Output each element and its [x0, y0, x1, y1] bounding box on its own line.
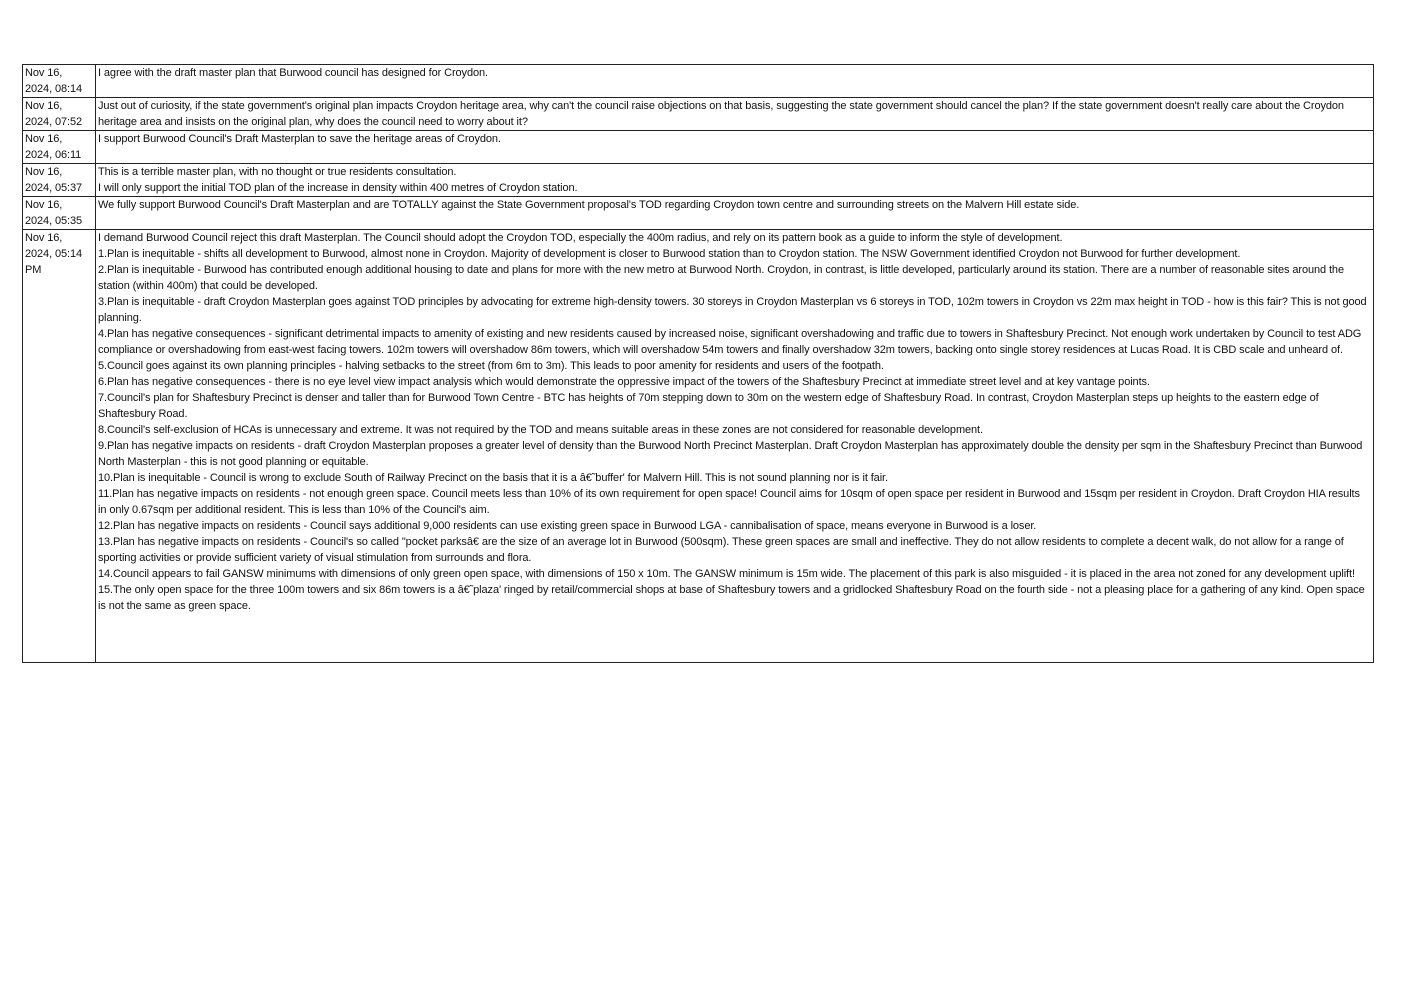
date-cell	[23, 197, 96, 230]
comments-table	[22, 64, 1374, 663]
date-cell	[23, 98, 96, 131]
comment-text: I support Burwood Council's Draft Masterplan to save the heritage areas of Croydon.	[98, 133, 501, 145]
comment-cell	[96, 131, 1374, 164]
comment-text: Just out of curiosity, if the state government's original plan impacts Croydon heritage area, why can't the council raise objections on that basis, suggesting the state government should cancel the plan? If the state government doesn't really care about the Croydon heritage area and insists on the original plan, why does the council need to worry about it?	[98, 100, 1344, 128]
comment-text: 6.Plan has negative consequences - there is no eye level view impact analysis which would demonstrate the oppressive impact of the towers of the Shaftesbury Precinct at immediate street level and at key vantage points.	[98, 376, 1150, 388]
date-cell	[23, 230, 96, 663]
comment-text: 12.Plan has negative impacts on residents - Council says additional 9,000 residents can use existing green space in Burwood LGA - cannibalisation of space, means everyone in Burwood is a loser.	[98, 520, 1037, 532]
comment-text: This is a terrible master plan, with no thought or true residents consultation.	[98, 166, 457, 178]
comment-text: I will only support the initial TOD plan of the increase in density within 400 metres of Croydon station.	[98, 182, 578, 194]
date-text: Nov 16,	[25, 232, 63, 244]
comment-text: 10.Plan is inequitable - Council is wrong to exclude South of Railway Precinct on the basis that it is a â€˜buffer' for Malvern Hill. This is not sound planning nor is it fair.	[98, 472, 888, 484]
comment-text: 2.Plan is inequitable - Burwood has contributed enough additional housing to date and plans for more with the new metro at Burwood North. Croydon, in contrast, is little developed, particularly around its station. There are a number of reasonable sites around the station (within 400m) that could be developed.	[98, 264, 1344, 292]
date-cell	[23, 131, 96, 164]
comment-cell	[96, 98, 1374, 131]
date-text: Nov 16,	[25, 166, 63, 178]
table-row	[23, 197, 1374, 230]
table-row	[23, 65, 1374, 98]
comment-text: 11.Plan has negative impacts on residents - not enough green space. Council meets less than 10% of its own requirement for open space! Council aims for 10sqm of open space per resident in Burwood and 15sqm per resident in Croydon. Draft Croydon HIA results in only 0.67sqm per additional resident. This is less than 10% of the Council's aim.	[98, 488, 1360, 516]
date-text: 2024, 07:52	[25, 116, 83, 128]
date-cell	[23, 164, 96, 197]
comment-text: 7.Council's plan for Shaftesbury Precinct is denser and taller than for Burwood Town Centre - BTC has heights of 70m stepping down to 30m on the western edge of Shaftesbury Road. In contrast, Croydon Masterplan steps up heights to the eastern edge of Shaftesbury Road.	[98, 392, 1319, 420]
comment-cell	[96, 164, 1374, 197]
date-text: Nov 16,	[25, 100, 63, 112]
comment-text: We fully support Burwood Council's Draft Masterplan and are TOTALLY against the State Government proposal's TOD regarding Croydon town centre and surrounding streets on the Malvern Hill estate side.	[98, 199, 1080, 211]
comment-text: 5.Council goes against its own planning principles - halving setbacks to the street (from 6m to 3m). This leads to poor amenity for residents and users of the footpath.	[98, 360, 884, 372]
date-text: 2024, 05:37	[25, 182, 83, 194]
comment-cell	[96, 65, 1374, 98]
comment-text: 3.Plan is inequitable - draft Croydon Masterplan goes against TOD principles by advocating for extreme high-density towers. 30 storeys in Croydon Masterplan vs 6 storeys in TOD, 102m towers in Croydon vs 22m max height in TOD - how is this fair? This is not good planning.	[98, 296, 1367, 324]
date-cell	[23, 65, 96, 98]
comments-table-container	[22, 64, 1374, 663]
comment-text: I demand Burwood Council reject this draft Masterplan. The Council should adopt the Croydon TOD, especially the 400m radius, and rely on its pattern book as a guide to inform the style of development.	[98, 232, 1063, 244]
date-text: 2024, 05:35	[25, 215, 83, 227]
comment-cell	[96, 197, 1374, 230]
table-row	[23, 98, 1374, 131]
comment-text: 15.The only open space for the three 100m towers and six 86m towers is a â€˜plaza' ringed by retail/commercial shops at base of Shaftesbury towers and a gridlocked Shaftesbury Road on the fourth side - not a pleasing place for a gathering of any kind. Open space is not the same as green space.	[98, 584, 1365, 612]
comment-text: 4.Plan has negative consequences - significant detrimental impacts to amenity of existing and new residents caused by increased noise, significant overshadowing and traffic due to towers in Shaftesbury Precinct. Not enough work undertaken by Council to test ADG compliance or overshadowing from east-west facing towers. 102m towers will overshadow 86m towers, which will overshadow 54m towers and finally overshadow 32m towers, backing onto single storey residences at Lucas Road. It is CBD scale and unheard of.	[98, 328, 1362, 356]
date-text: Nov 16,	[25, 199, 63, 211]
date-text: Nov 16,	[25, 133, 63, 145]
comment-text: 8.Council's self-exclusion of HCAs is unnecessary and extreme. It was not required by the TOD and means suitable areas in these zones are not considered for reasonable development.	[98, 424, 983, 436]
table-row	[23, 131, 1374, 164]
table-row	[23, 164, 1374, 197]
comment-text: 9.Plan has negative impacts on residents - draft Croydon Masterplan proposes a greater level of density than the Burwood North Precinct Masterplan. Draft Croydon Masterplan has approximately double the density per sqm in the Shaftesbury Precinct than Burwood North Masterplan - this is not good planning or equitable.	[98, 440, 1363, 468]
comment-text: 14.Council appears to fail GANSW minimums with dimensions of only green open space, with dimensions of 150 x 10m. The GANSW minimum is 15m wide. The placement of this park is also misguided - it is placed in the area not zoned for any development uplift!	[98, 568, 1355, 580]
date-text: 2024, 08:14	[25, 83, 83, 95]
comment-text: 13.Plan has negative impacts on residents - Council's so called "pocket parksâ€ are the size of an average lot in Burwood (500sqm). These green spaces are small and ineffective. They do not allow residents to complete a decent walk, do not allow for a range of sporting activities or provide sufficient variety of visual stimulation from surrounds and flora.	[98, 536, 1344, 564]
table-row	[23, 230, 1374, 663]
date-text: Nov 16,	[25, 67, 63, 79]
date-text: PM	[25, 264, 42, 276]
comment-text: I agree with the draft master plan that Burwood council has designed for Croydon.	[98, 67, 488, 79]
comment-text: 1.Plan is inequitable - shifts all development to Burwood, almost none in Croydon. Majority of development is closer to Burwood station than to Croydon station. The NSW Government identified Croydon not Burwood for further development.	[98, 248, 1241, 260]
date-text: 2024, 06:11	[25, 149, 82, 161]
date-text: 2024, 05:14	[25, 248, 83, 260]
comment-cell	[96, 230, 1374, 663]
